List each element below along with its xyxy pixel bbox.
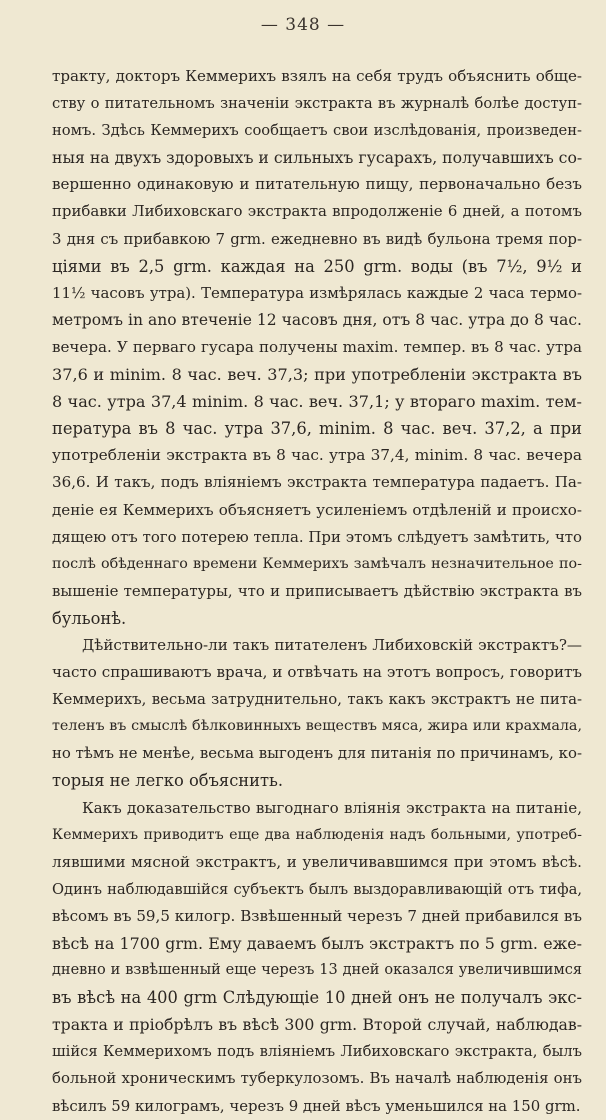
text-line: шійся Кеммерихомъ подъ вліяніемъ Либиховскаго экстракта, былъ [52,1043,582,1061]
text-line: вѣсомъ въ 59,5 килогр. Взвѣшенный черезъ 7 дней прибавился въ [52,906,582,925]
text-line: вечера. У перваго гусара получены maxim. темпер. въ 8 час. утра [52,337,582,356]
text-line: теленъ въ смыслѣ бѣлковинныхъ веществъ мяса, жира или крахмала, [52,718,582,735]
text-line: Одинъ наблюдавшійся субъектъ былъ выздоравливающій отъ тифа, [52,880,582,898]
text-line: 3 дня съ прибавкою 7 grm. ежедневно въ видѣ бульона тремя пор- [52,229,582,248]
text-line: часто спрашиваютъ врача, и отвѣчать на этотъ вопросъ, говоритъ [52,663,582,682]
text-line: вершенно одинаковую и питательную пищу, первоначально безъ [52,175,582,194]
text-line: номъ. Здѣсь Кеммерихъ сообщаетъ свои изслѣдованія, произведен- [52,122,582,140]
text-line: Дѣйствительно-ли такъ питателенъ Либиховскій экстрактъ?— [82,635,582,654]
text-line: пература въ 8 час. утра 37,6, minim. 8 час. веч. 37,2, а при [52,419,582,439]
text-line: бульонѣ. [52,608,127,628]
text-line: дящею отъ того потерею тепла. При этомъ слѣдуетъ замѣтить, что [52,527,582,546]
text-line: 37,6 и minim. 8 час. веч. 37,3; при употребленіи экстракта въ [52,365,582,385]
text-line: вѣсилъ 59 килограмъ, черезъ 9 дней вѣсъ уменьшился на 150 grm. [52,1096,581,1115]
text-line: дневно и взвѣшенный еще черезъ 13 дней оказался увеличившимся [52,962,582,979]
text-line: тракта и пріобрѣлъ въ вѣсѣ 300 grm. Второй случай, наблюдав- [52,1015,582,1035]
text-line: лявшими мясной экстрактъ, и увеличивавшимся при этомъ вѣсѣ. [52,852,582,871]
text-line: больной хроническимъ туберкулозомъ. Въ началѣ наблюденія онъ [52,1069,582,1088]
text-line: въ вѣсѣ на 400 grm Слѣдующіе 10 дней онъ не получалъ экс- [52,988,582,1008]
text-line: послѣ обѣденнаго времени Кеммерихъ замѣчалъ незначительное по- [52,555,582,572]
text-line: но тѣмъ не менѣе, весьма выгоденъ для питанія по причинамъ, ко- [52,744,582,763]
text-line: 36,6. И такъ, подъ вліяніемъ экстракта температура падаетъ. Па- [52,473,582,492]
text-line: Кеммерихъ приводитъ еще два наблюденія надъ больными, употреб- [52,826,582,843]
text-line: ціями въ 2,5 grm. каждая на 250 grm. воды (въ 7½, 9½ и [52,256,582,276]
text-line: метромъ in ano втеченіе 12 часовъ дня, отъ 8 час. утра до 8 час. [52,310,582,329]
text-line: вышеніе температуры, что и приписываетъ дѣйствію экстракта въ [52,581,582,600]
body-text [52,63,582,1120]
text-line: деніе ея Кеммерихъ объясняетъ усиленіемъ отдѣленій и происхо- [52,500,582,519]
text-line: прибавки Либиховскаго экстракта впродолженіе 6 дней, а потомъ [52,202,582,221]
text-line: 11½ часовъ утра). Температура измѣрялась каждые 2 часа термо- [52,283,582,302]
text-line: вѣсѣ на 1700 grm. Ему даваемъ былъ экстрактъ по 5 grm. еже- [52,934,582,953]
text-line: употребленіи экстракта въ 8 час. утра 37,4, minim. 8 час. вечера [52,446,582,465]
text-line: торыя не легко объяснить. [52,771,284,791]
text-line: ныя на двухъ здоровыхъ и сильныхъ гусарахъ, получавшихъ со- [52,148,582,168]
text-line: Какъ доказательство выгоднаго вліянія экстракта на питаніе, [82,798,582,817]
text-line: ству о питательномъ значеніи экстракта въ журналѣ болѣе доступ- [52,95,582,113]
text-line: 8 час. утра 37,4 minim. 8 час. веч. 37,1; у втораго maxim. тем- [52,392,582,412]
text-line: Кеммерихъ, весьма затруднительно, такъ какъ экстрактъ не пита- [52,690,582,709]
text-line: тракту, докторъ Кеммерихъ взялъ на себя трудъ объяснить обще- [52,67,582,85]
page-number: — 348 — [260,15,346,35]
